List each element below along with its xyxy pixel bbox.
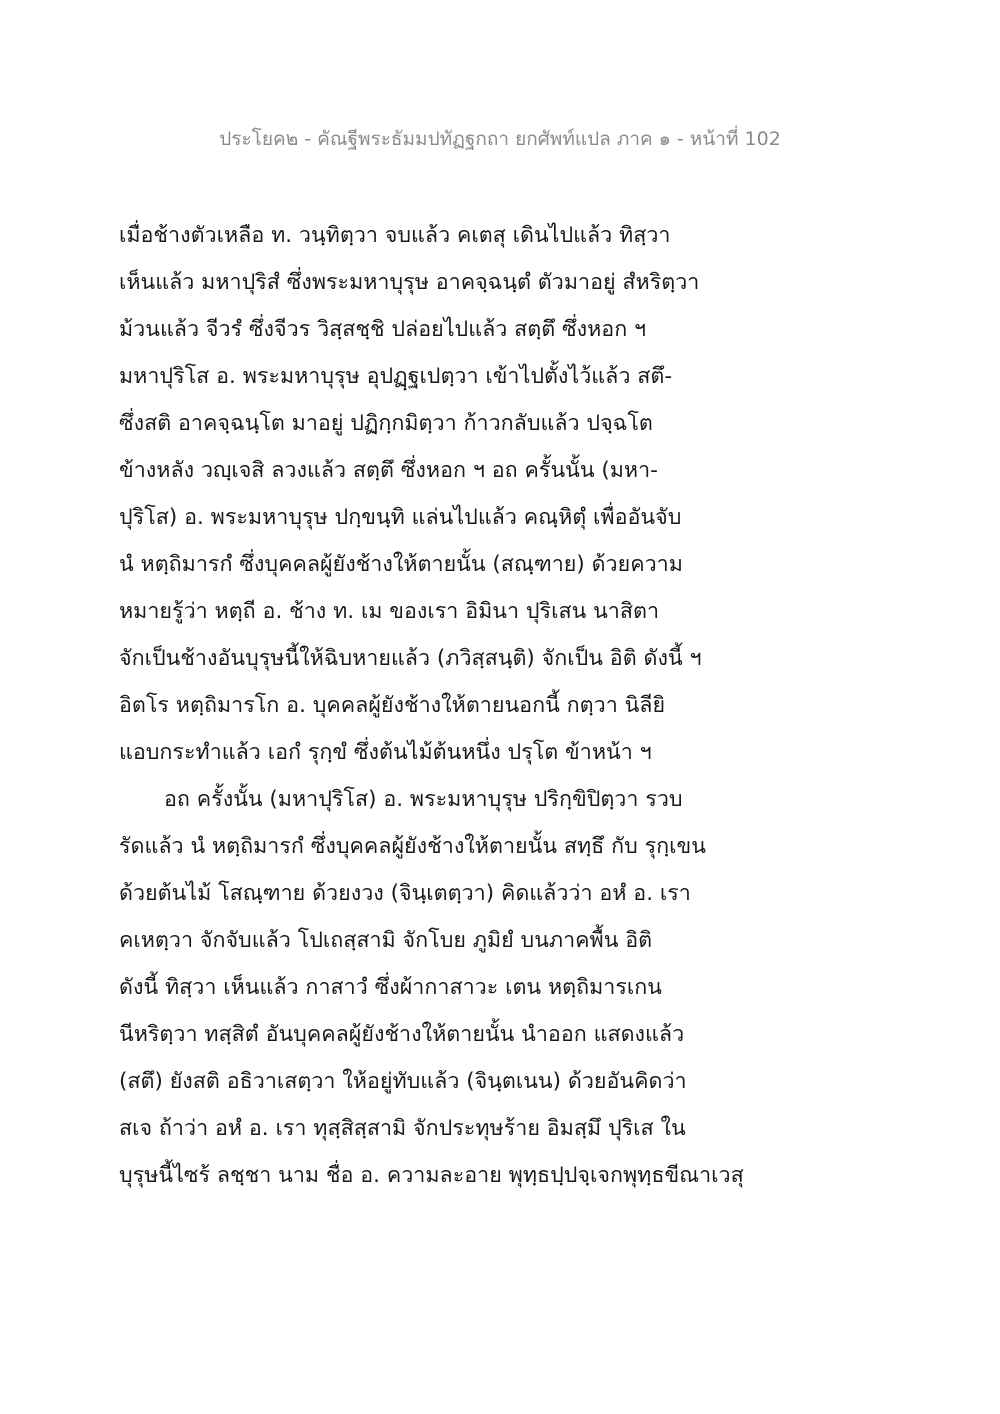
text-line-12: แอบกระทำแล้ว เอกํ รุกฺขํ ซึ่งต้นไม้ต้นหนึ่ง ปรุโต ข้าหน้า ฯ [119,740,652,765]
text-line-7: ปุริโส) อ. พระมหาบุรุษ ปกฺขนฺทิ แล่นไปแล้ว คณฺหิตุํ เพื่ออันจับ [119,505,682,530]
text-line-1: เมื่อช้างตัวเหลือ ท. วนฺทิตฺวา จบแล้ว คเตสุ เดินไปแล้ว ทิสฺวา [119,223,671,248]
text-line-5: ซึ่งสติ อาคจฺฉนฺโต มาอยู่ ปฏิกฺกมิตฺวา ก้าวกลับแล้ว ปจฺฉโต [119,411,653,436]
text-line-6: ข้างหลัง วญฺเจสิ ลวงแล้ว สตฺตึ ซึ่งหอก ฯ อถ ครั้นนั้น (มหา- [119,458,658,483]
page-header: ประโยค๒ - คัณฐีพระธัมมปทัฏฐกถา ยกศัพท์แปล ภาค ๑ - หน้าที่ 102 [219,128,781,150]
text-line-8: นํ หตฺถิมารกํ ซึ่งบุคคลผู้ยังช้างให้ตายนั้น (สณฺฑาย) ด้วยความ [119,552,683,577]
text-line-18: นีหริตฺวา ทสฺสิตํ อันบุคคลผู้ยังช้างให้ตายนั้น นำออก แสดงแล้ว [119,1022,685,1047]
text-line-17: ดังนี้ ทิสฺวา เห็นแล้ว กาสาวํ ซึ่งผ้ากาสาวะ เตน หตฺถิมารเกน [119,975,662,1000]
text-line-16: คเหตฺวา จักจับแล้ว โปเถสฺสามิ จักโบย ภูมิยํ บนภาคพื้น อิติ [119,928,653,953]
text-line-20: สเจ ถ้าว่า อหํ อ. เรา ทุสฺสิสฺสามิ จักประทุษร้าย อิมสฺมึ ปุริเส ใน [119,1116,686,1141]
text-line-10: จักเป็นช้างอันบุรุษนี้ให้ฉิบหายแล้ว (ภวิสฺสนฺติ) จักเป็น อิติ ดังนี้ ฯ [119,646,702,671]
text-line-15: ด้วยต้นไม้ โสณฺฑาย ด้วยงวง (จินฺเตตฺวา) คิดแล้วว่า อหํ อ. เรา [119,881,691,906]
text-line-4: มหาปุริโส อ. พระมหาบุรุษ อุปฏฺฐเปตฺวา เข้าไปตั้งไว้แล้ว สตึ- [119,364,673,389]
text-line-19: (สตึ) ยังสติ อธิวาเสตฺวา ให้อยู่ทับแล้ว (จินฺตเนน) ด้วยอันคิดว่า [119,1069,687,1094]
text-line-2: เห็นแล้ว มหาปุริสํ ซึ่งพระมหาบุรุษ อาคจฺฉนฺตํ ตัวมาอยู่ สํหริตฺวา [119,270,700,295]
text-line-21: บุรุษนี้ไซร้ ลชฺชา นาม ชื่อ อ. ความละอาย พุทฺธปฺปจฺเจกพุทฺธขีณาเวสุ [119,1163,744,1188]
text-line-3: ม้วนแล้ว จีวรํ ซึ่งจีวร วิสฺสชฺชิ ปล่อยไปแล้ว สตฺตึ ซึ่งหอก ฯ [119,317,647,342]
page-body [119,212,744,1199]
text-line-14: รัดแล้ว นํ หตฺถิมารกํ ซึ่งบุคคลผู้ยังช้างให้ตายนั้น สทฺธึ กับ รุกฺเขน [119,834,706,859]
text-line-9: หมายรู้ว่า หตฺถี อ. ช้าง ท. เม ของเรา อิมินา ปุริเสน นาสิตา [119,599,660,624]
text-line-13: อถ ครั้งนั้น (มหาปุริโส) อ. พระมหาบุรุษ ปริกฺขิปิตฺวา รวบ [164,787,683,812]
text-line-11: อิตโร หตฺถิมารโก อ. บุคคลผู้ยังช้างให้ตายนอกนี้ กตฺวา นิลียิ [119,693,666,718]
